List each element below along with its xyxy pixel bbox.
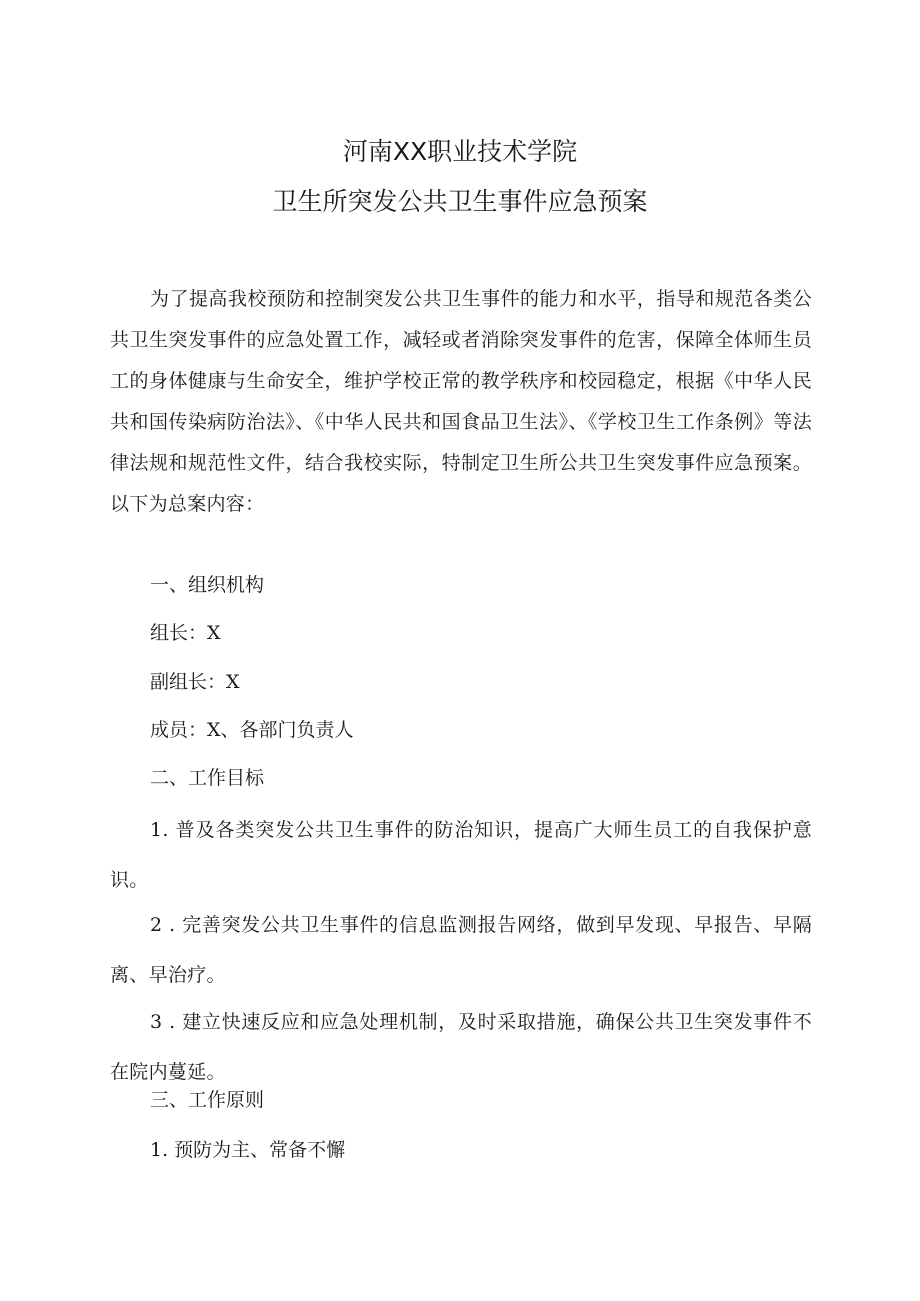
goal-item-3: 3 . 建立快速反应和应急处理机制，及时采取措施，确保公共卫生突发事件不在院内蔓延。	[110, 1011, 812, 1083]
principle-item-1: 1. 预防为主、常备不懈	[150, 1139, 346, 1161]
goal-item-1: 1. 普及各类突发公共卫生事件的防治知识，提高广大师生员工的自我保护意识。	[110, 819, 812, 891]
section2-heading: 二、工作目标	[150, 767, 265, 789]
intro-paragraph: 为了提高我校预防和控制突发公共卫生事件的能力和水平，指导和规范各类公共卫生突发事件的应急处置工作，减轻或者消除突发事件的危害，保障全体师生员工的身体健康与生命安全，维护学校正常的教学秩序和校园稳定，根据《中华人民共和国传染病防治法》、《中华人民共和国食品卫生法》、《学校卫生工作条例》等法律法规和规范性文件，结合我校实际，特制定卫生所公共卫生突发事件应急预案。以下为总案内容：	[110, 288, 812, 515]
deputy-leader-line: 副组长：X	[150, 671, 240, 693]
leader-line: 组长：X	[150, 622, 221, 644]
section1-heading: 一、组织机构	[150, 574, 265, 596]
goal-item-2: 2 . 完善突发公共卫生事件的信息监测报告网络，做到早发现、早报告、早隔离、早治疗。	[110, 914, 812, 986]
document-title-line1: 河南XX职业技术学院	[342, 137, 578, 166]
members-line: 成员：X、各部门负责人	[150, 719, 354, 741]
section3-heading: 三、工作原则	[150, 1089, 265, 1111]
document-title-line2: 卫生所突发公共卫生事件应急预案	[272, 187, 648, 216]
